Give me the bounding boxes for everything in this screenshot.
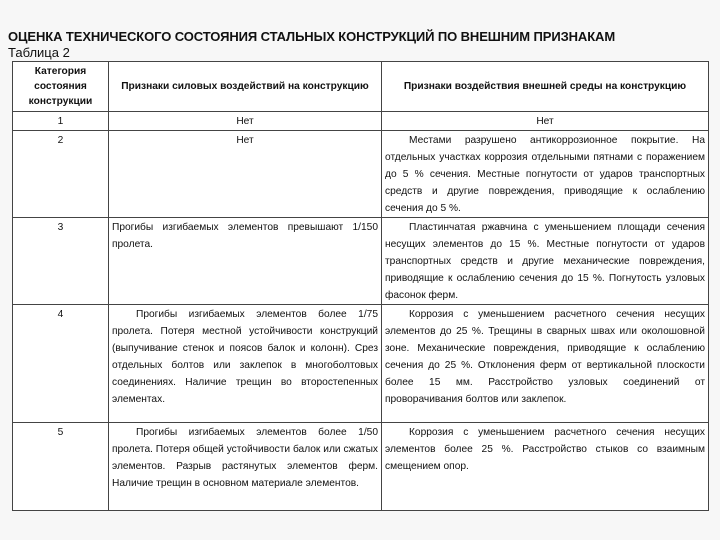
category-cell: 1 xyxy=(13,112,109,131)
column-header-environment: Признаки воздействия внешней среды на конструкцию xyxy=(382,62,709,112)
force-signs-cell xyxy=(109,423,382,511)
category-cell: 5 xyxy=(13,423,109,511)
force-signs-cell: Нет xyxy=(109,112,382,131)
force-signs-cell: Прогибы изгибаемых элементов превышают 1/150 пролета. xyxy=(109,218,382,305)
environment-signs-text: Местами разрушено антикоррозионное покрытие. На отдельных участках коррозия отдельными пятнами с поражением до 5 % сечения. Местные погнутости от ударов транспортных средств и другие повреждения, приводящие к ослаблению сечения до 5 %. xyxy=(385,135,705,214)
environment-signs-cell xyxy=(382,131,709,218)
force-signs-cell: Нет xyxy=(109,131,382,218)
environment-signs-text: Коррозия с уменьшением расчетного сечения несущих элементов более 25 %. Расстройство стыков со взаимным смещением опор. xyxy=(385,427,705,472)
environment-signs-cell xyxy=(382,423,709,511)
force-signs-text: Прогибы изгибаемых элементов более 1/75 пролета. Потеря местной устойчивости конструкций (выпучивание стенок и поясов балок и колонн). Срез отдельных болтов или заклепок в многоболтовых соединениях. Наличие трещин во второстепенных элементах. xyxy=(112,309,378,405)
table-row xyxy=(13,131,709,218)
column-header-category: Категория состояния конструкции xyxy=(13,62,109,112)
environment-signs-text: Коррозия с уменьшением расчетного сечения несущих элементов до 25 %. Трещины в сварных швах или околошовной зоне. Механические повреждения, приводящие к ослаблению сечения до 25 %. Отклонения ферм от вертикальной плоскости более 15 мм. Расстройство узловых соединений от проворачивания болтов или заклепок. xyxy=(385,309,705,405)
table-row xyxy=(13,112,709,131)
table-row xyxy=(13,305,709,423)
column-header-force: Признаки силовых воздействий на конструкцию xyxy=(109,62,382,112)
table-row xyxy=(13,218,709,305)
table-header-row xyxy=(13,62,709,112)
force-signs-text: Прогибы изгибаемых элементов более 1/50 пролета. Потеря общей устойчивости балок или сжатых элементов. Разрыв растянутых элементов ферм. Наличие трещин в основном материале элементов. xyxy=(112,427,378,489)
page-title: ОЦЕНКА ТЕХНИЧЕСКОГО СОСТОЯНИЯ СТАЛЬНЫХ КОНСТРУКЦИЙ ПО ВНЕШНИМ ПРИЗНАКАМ xyxy=(8,29,616,44)
category-cell: 4 xyxy=(13,305,109,423)
environment-signs-cell xyxy=(382,218,709,305)
category-cell: 2 xyxy=(13,131,109,218)
environment-signs-text: Пластинчатая ржавчина с уменьшением площади сечения несущих элементов до 15 %. Местные погнутости от ударов транспортных средств и другие механические повреждения, приводящие к ослаблению сечения до 15 %. Погнутость узловых фасонок ферм. xyxy=(385,222,705,301)
table-row xyxy=(13,423,709,511)
table-caption: Таблица 2 xyxy=(8,45,70,60)
category-cell: 3 xyxy=(13,218,109,305)
environment-signs-cell xyxy=(382,305,709,423)
force-signs-cell xyxy=(109,305,382,423)
environment-signs-cell: Нет xyxy=(382,112,709,131)
condition-table xyxy=(12,61,709,511)
